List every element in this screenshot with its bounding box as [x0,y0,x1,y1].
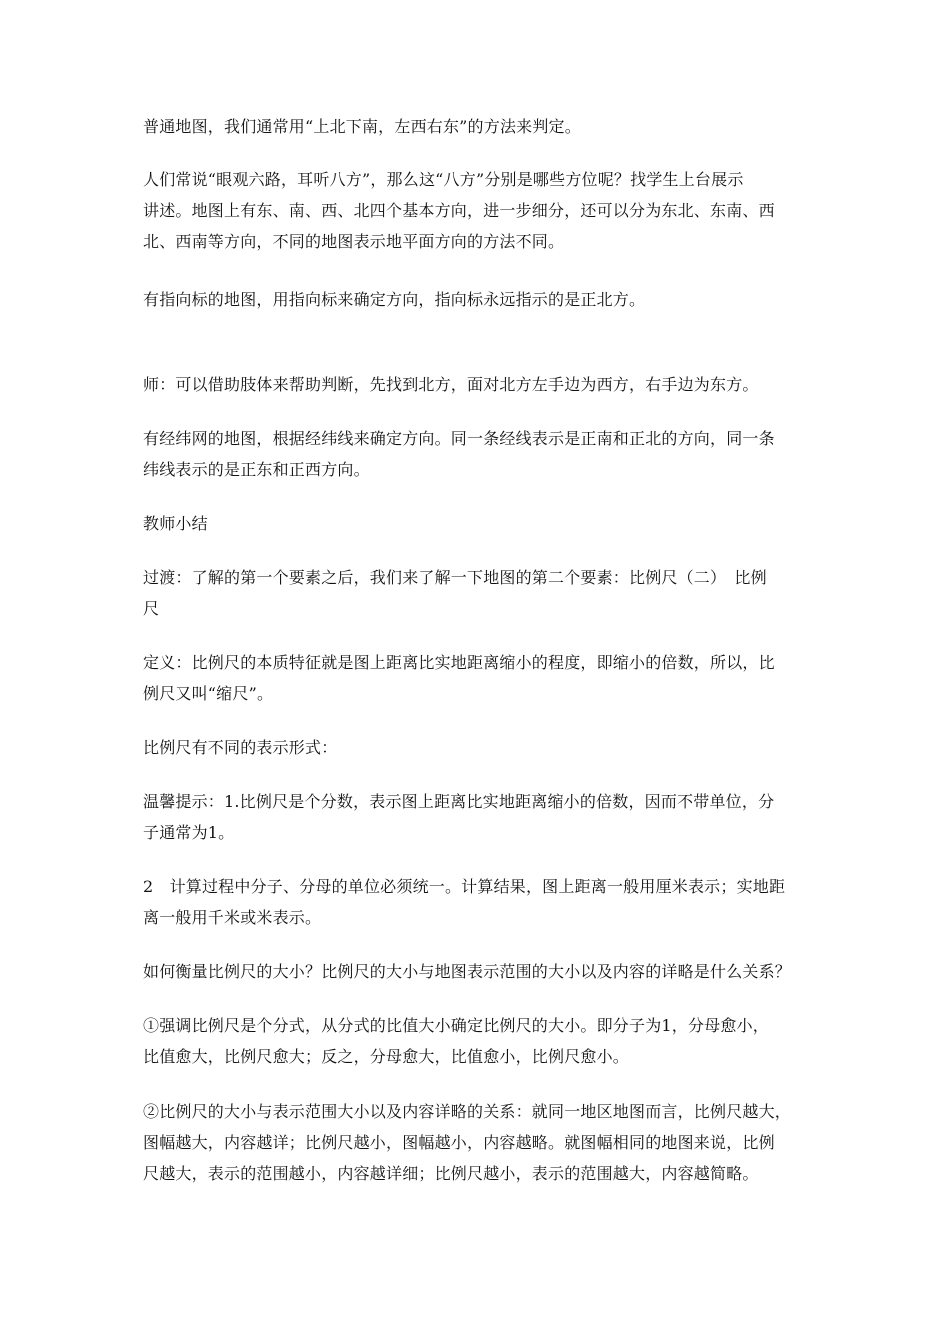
paragraph-teacher-summary [143,508,813,539]
text-line: ②比例尺的大小与表示范围大小以及内容详略的关系：就同一地区地图而言，比例尺越大， [143,1102,792,1121]
text-line: 例尺又叫“缩尺”。 [143,684,274,703]
paragraph-scale-size-question [143,956,813,987]
text-line: ①强调比例尺是个分式，从分式的比值大小确定比例尺的大小。即分子为1，分母愈小， [143,1016,769,1035]
paragraph-compass-arrow [143,284,813,315]
text-line: 比例尺有不同的表示形式： [143,738,338,757]
paragraph-warm-tip [143,786,813,848]
text-line: 有经纬网的地图，根据经纬线来确定方向。同一条经线表示是正南和正北的方向，同一条 [143,429,775,448]
text-line: 有指向标的地图，用指向标来确定方向，指向标永远指示的是正北方。 [143,290,646,309]
text-line: 定义：比例尺的本质特征就是图上距离比实地距离缩小的程度，即缩小的倍数，所以，比 [143,653,775,672]
text-line: 人们常说“眼观六路，耳听八方”，那么这“八方”分别是哪些方位呢？找学生上台展示 [143,170,744,189]
text-line: 2 计算过程中分子、分母的单位必须统一。计算结果，图上距离一般用厘米表示；实地距 [143,877,786,896]
paragraph-point-one [143,1010,813,1072]
text-line: 师：可以借助肢体来帮助判断，先找到北方，面对北方左手边为西方，右手边为东方。 [143,375,759,394]
paragraph-map-direction-rule [143,111,813,142]
text-line: 北、西南等方向，不同的地图表示地平面方向的方法不同。 [143,232,565,251]
text-line: 尺越大，表示的范围越小，内容越详细；比例尺越小，表示的范围越大，内容越简略。 [143,1164,759,1183]
paragraph-teacher-body-hint [143,369,813,400]
paragraph-eight-directions [143,164,813,257]
paragraph-units-unify [143,871,813,933]
paragraph-point-two [143,1096,813,1189]
text-line: 图幅越大，内容越详；比例尺越小，图幅越小，内容越略。就图幅相同的地图来说，比例 [143,1133,775,1152]
text-line: 子通常为1。 [143,823,235,842]
paragraph-transition-scale [143,562,813,624]
text-line: 如何衡量比例尺的大小？比例尺的大小与地图表示范围的大小以及内容的详略是什么关系？ [143,962,792,981]
text-line: 普通地图，我们通常用“上北下南，左西右东”的方法来判定。 [143,117,581,136]
paragraph-scale-definition [143,647,813,709]
paragraph-graticule-map [143,423,813,485]
text-line: 教师小结 [143,514,208,533]
text-line: 离一般用千米或米表示。 [143,908,322,927]
text-line: 比值愈大，比例尺愈大；反之，分母愈大，比值愈小，比例尺愈小。 [143,1047,630,1066]
paragraph-scale-forms [143,732,813,763]
text-line: 纬线表示的是正东和正西方向。 [143,460,370,479]
text-line: 温馨提示：1.比例尺是个分数，表示图上距离比实地距离缩小的倍数，因而不带单位，分 [143,792,775,811]
text-line: 过渡：了解的第一个要素之后，我们来了解一下地图的第二个要素：比例尺（二） 比例 [143,568,767,587]
text-line: 讲述。地图上有东、南、西、北四个基本方向，进一步细分，还可以分为东北、东南、西 [143,201,775,220]
text-line: 尺 [143,599,160,618]
